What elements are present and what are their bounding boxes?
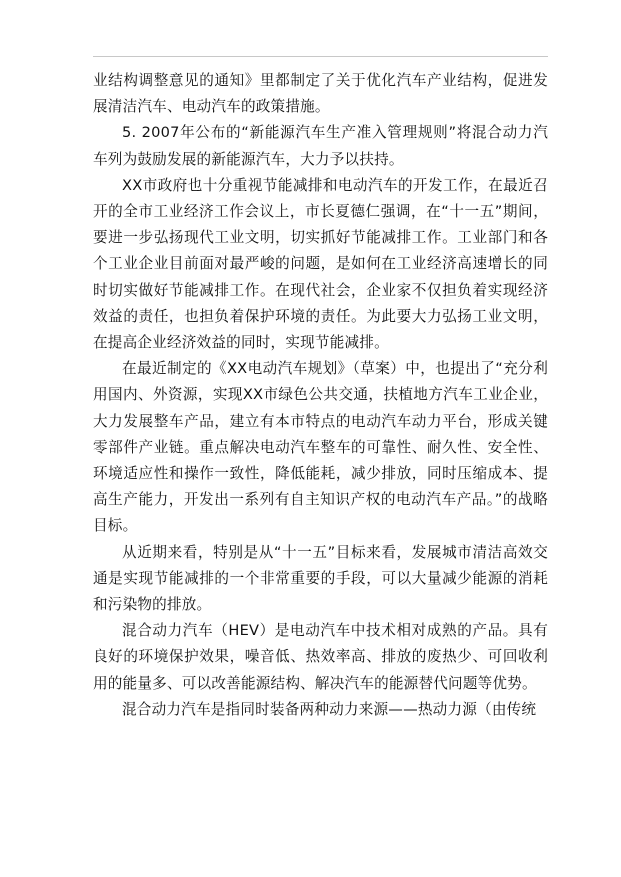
paragraph-continuation: 业结构调整意见的通知》里都制定了关于优化汽车产业结构，促进发展清洁汽车、电动汽车的政策措施。 <box>93 72 548 116</box>
paragraph-city-government: XX市政府也十分重视节能减排和电动汽车的开发工作，在最近召开的全市工业经济工作会议上，市长夏德仁强调，在“十一五”期间，要进一步弘扬现代工业文明，切实抓好节能减排工作。工业部门和各个工业企业目前面对最严峻的问题，是如何在工业经济高速增长的同时切实做好节能减排工作。在现代社会，企业家不仅担负着实现经济效益的责任，也担负着保护环境的责任。为此要大力弘扬工业文明，在提高企业经济效益的同时，实现节能减排。 <box>93 176 548 352</box>
paragraph-hev: 混合动力汽车（HEV）是电动汽车中技术相对成熟的产品。具有良好的环境保护效果，噪音低、热效率高、排放的废热少、可回收利用的能量多、可以改善能源结构、解决汽车的能源替代问题等优势。 <box>93 622 548 692</box>
paragraph-hev-definition: 混合动力汽车是指同时装备两种动力来源——热动力源（由传统 <box>122 700 537 718</box>
header-rule <box>93 56 548 57</box>
document-body <box>93 68 548 723</box>
paragraph-ev-plan: 在最近制定的《XX电动汽车规划》（草案）中，也提出了“充分利用国内、外资源，实现XX市绿色公共交通，扶植地方汽车工业企业，大力发展整车产品，建立有本市特点的电动汽车动力平台，形成关键零部件产业链。重点解决电动汽车整车的可靠性、耐久性、安全性、环境适应性和操作一致性，降低能耗，减少排放，同时压缩成本、提高生产能力，开发出一系列有自主知识产权的电动汽车产品。”的战略目标。 <box>93 360 548 535</box>
paragraph-near-term: 从近期来看，特别是从“十一五”目标来看，发展城市清洁高效交通是实现节能减排的一个非常重要的手段，可以大量减少能源的消耗和污染物的排放。 <box>93 543 548 614</box>
paragraph-item-5: 5. 2007年公布的“新能源汽车生产准入管理规则”将混合动力汽车列为鼓励发展的新能源汽车，大力予以扶持。 <box>93 124 548 168</box>
